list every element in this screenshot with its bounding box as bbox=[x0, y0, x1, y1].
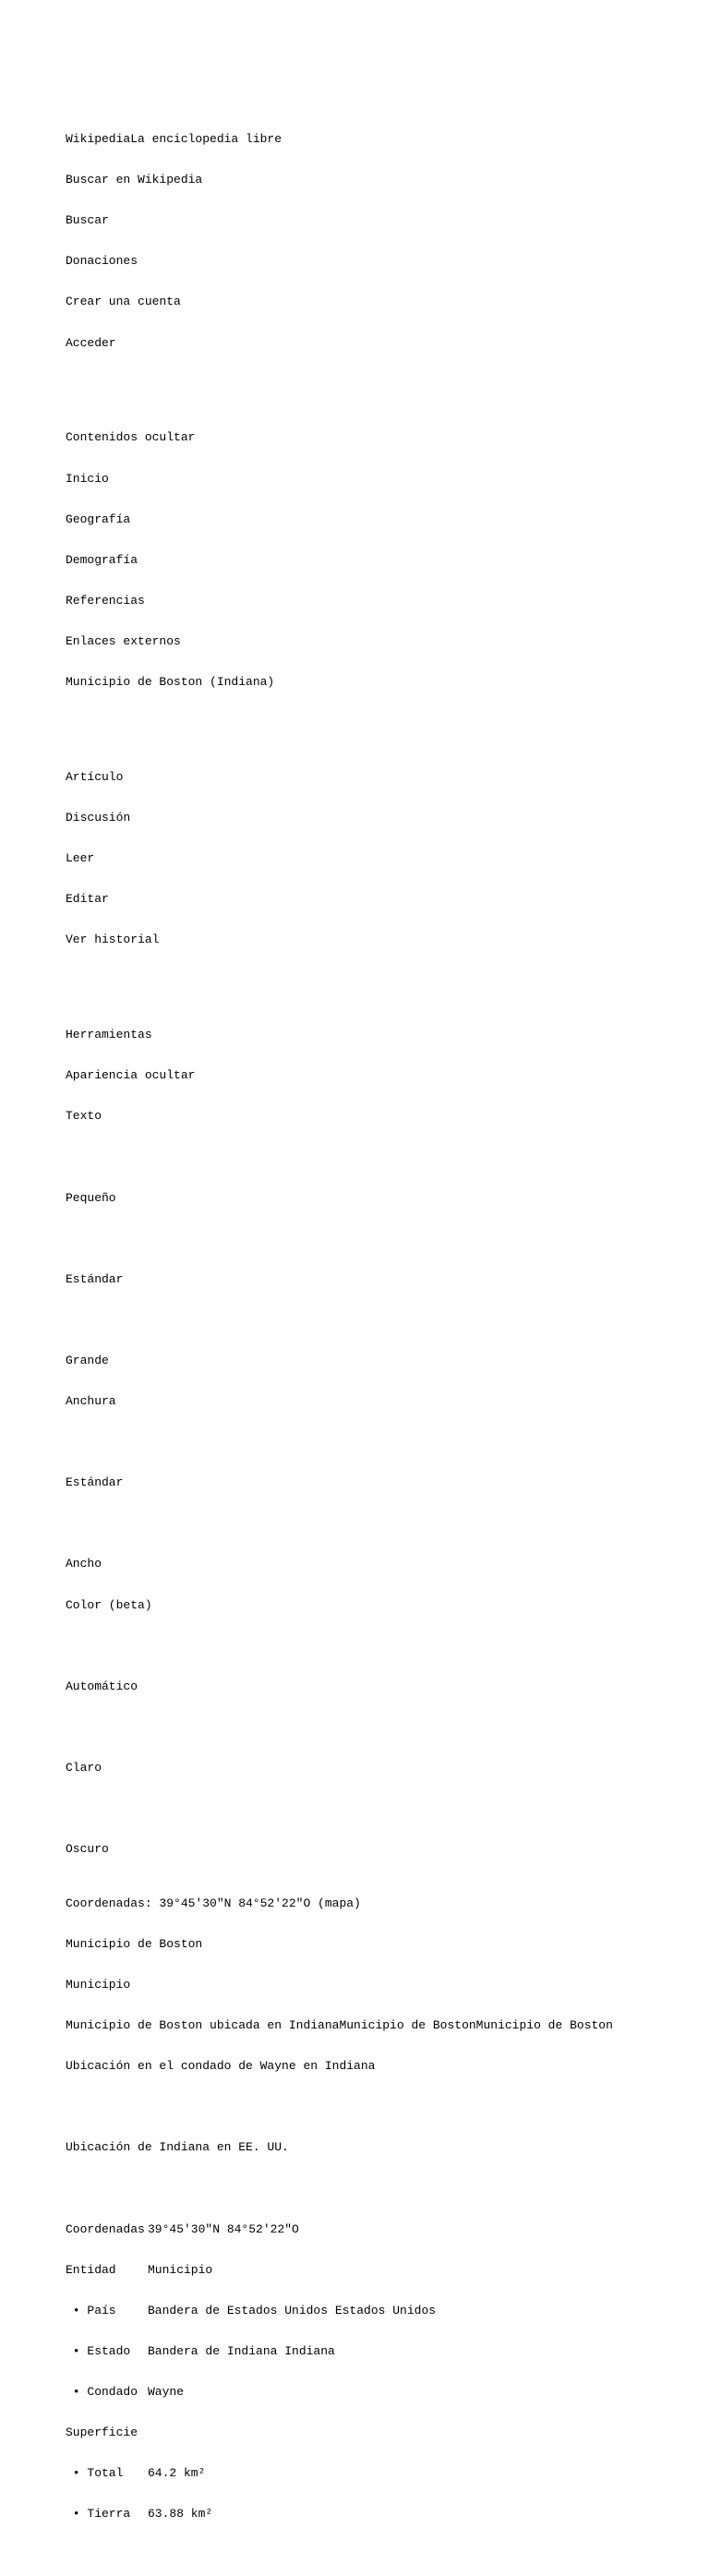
text-size-large-option[interactable]: Grande bbox=[66, 1353, 109, 1367]
color-dark-option[interactable]: Oscuro bbox=[66, 1842, 109, 1857]
infobox-value[interactable]: Wayne bbox=[148, 2385, 185, 2399]
infobox-value[interactable]: 39°45′30″N 84°52′22″O bbox=[148, 2221, 299, 2236]
toc-item-enlaces-externos[interactable]: Enlaces externos bbox=[66, 633, 181, 648]
text-size-label: Texto bbox=[66, 1109, 102, 1124]
color-automatic-option[interactable]: Automático bbox=[66, 1679, 138, 1693]
spacer bbox=[66, 974, 693, 988]
infobox-key: • Total bbox=[66, 2466, 124, 2481]
search-input[interactable]: Buscar en Wikipedia bbox=[66, 173, 203, 187]
infobox-table bbox=[66, 2196, 693, 2548]
toc-item-referencias[interactable]: Referencias bbox=[66, 593, 145, 608]
spacer bbox=[66, 1233, 693, 1246]
infobox-row bbox=[66, 2305, 693, 2318]
text-size-standard-option[interactable]: Estándar bbox=[66, 1271, 124, 1286]
tab-read[interactable]: Leer bbox=[66, 851, 95, 866]
text-size-small-option[interactable]: Pequeño bbox=[66, 1190, 116, 1205]
spacer bbox=[66, 1314, 693, 1328]
tools-menu[interactable]: Herramientas bbox=[66, 1028, 152, 1042]
spacer bbox=[66, 1436, 693, 1450]
width-wide-option[interactable]: Ancho bbox=[66, 1557, 102, 1571]
spacer bbox=[66, 1802, 693, 1816]
infobox-value[interactable]: Bandera de Indiana Indiana bbox=[148, 2343, 335, 2358]
infobox-value: 64.2 km² bbox=[148, 2466, 206, 2481]
spacer bbox=[66, 2101, 693, 2114]
toc-item-geografia[interactable]: Geografía bbox=[66, 512, 131, 526]
spacer bbox=[66, 1721, 693, 1735]
coordinates-link[interactable]: Coordenadas: 39°45′30″N 84°52′22″O (mapa) bbox=[66, 1896, 361, 1910]
infobox-row bbox=[66, 2508, 693, 2522]
page-title: Municipio de Boston (Indiana) bbox=[66, 675, 275, 690]
create-account-link[interactable]: Crear una cuenta bbox=[66, 295, 181, 309]
infobox-subtitle: Municipio bbox=[66, 1978, 131, 1992]
page-content bbox=[66, 92, 693, 2576]
spacer bbox=[66, 1150, 693, 1164]
spacer bbox=[66, 1517, 693, 1531]
infobox-key: Entidad bbox=[66, 2262, 116, 2277]
infobox-value: 63.88 km² bbox=[148, 2507, 213, 2522]
location-caption: Ubicación de Indiana en EE. UU. bbox=[66, 2140, 289, 2155]
infobox-row bbox=[66, 2426, 693, 2440]
search-button[interactable]: Buscar bbox=[66, 213, 109, 228]
toc-heading[interactable]: Contenidos ocultar bbox=[66, 430, 196, 445]
spacer bbox=[66, 1640, 693, 1654]
spacer bbox=[66, 378, 693, 391]
infobox-row bbox=[66, 2467, 693, 2481]
login-link[interactable]: Acceder bbox=[66, 335, 116, 350]
color-light-option[interactable]: Claro bbox=[66, 1760, 102, 1775]
appearance-heading[interactable]: Apariencia ocultar bbox=[66, 1068, 196, 1083]
infobox-key: • Tierra bbox=[66, 2507, 131, 2522]
infobox-key: • Condado bbox=[66, 2385, 138, 2399]
infobox-row bbox=[66, 2264, 693, 2278]
tab-article[interactable]: Artículo bbox=[66, 769, 124, 784]
infobox-value[interactable]: Municipio bbox=[148, 2262, 213, 2277]
width-standard-option[interactable]: Estándar bbox=[66, 1475, 124, 1490]
toc-item-demografia[interactable]: Demografía bbox=[66, 552, 138, 567]
location-map[interactable]: Municipio de Boston ubicada en IndianaMunicipio de BostonMunicipio de Boston bbox=[66, 2018, 613, 2033]
infobox-row bbox=[66, 2223, 693, 2237]
map-caption: Ubicación en el condado de Wayne en Indiana bbox=[66, 2059, 376, 2074]
infobox-row bbox=[66, 2386, 693, 2400]
tab-edit[interactable]: Editar bbox=[66, 892, 109, 907]
spacer bbox=[66, 716, 693, 730]
width-label: Anchura bbox=[66, 1394, 116, 1409]
color-label: Color (beta) bbox=[66, 1597, 152, 1612]
infobox-key: Superficie bbox=[66, 2426, 138, 2440]
infobox-row bbox=[66, 2345, 693, 2359]
infobox-key: • Estado bbox=[66, 2343, 131, 2358]
infobox-title: Municipio de Boston bbox=[66, 1936, 203, 1951]
infobox-key: Coordenadas bbox=[66, 2221, 145, 2236]
donations-link[interactable]: Donaciones bbox=[66, 254, 138, 269]
toc-item-inicio[interactable]: Inicio bbox=[66, 471, 109, 486]
wikipedia-logo[interactable]: WikipediaLa enciclopedia libre bbox=[66, 132, 282, 147]
tab-history[interactable]: Ver historial bbox=[66, 933, 160, 947]
infobox-key: • País bbox=[66, 2303, 116, 2317]
tab-discussion[interactable]: Discusión bbox=[66, 811, 131, 825]
infobox-value[interactable]: Bandera de Estados Unidos Estados Unidos bbox=[148, 2303, 437, 2317]
